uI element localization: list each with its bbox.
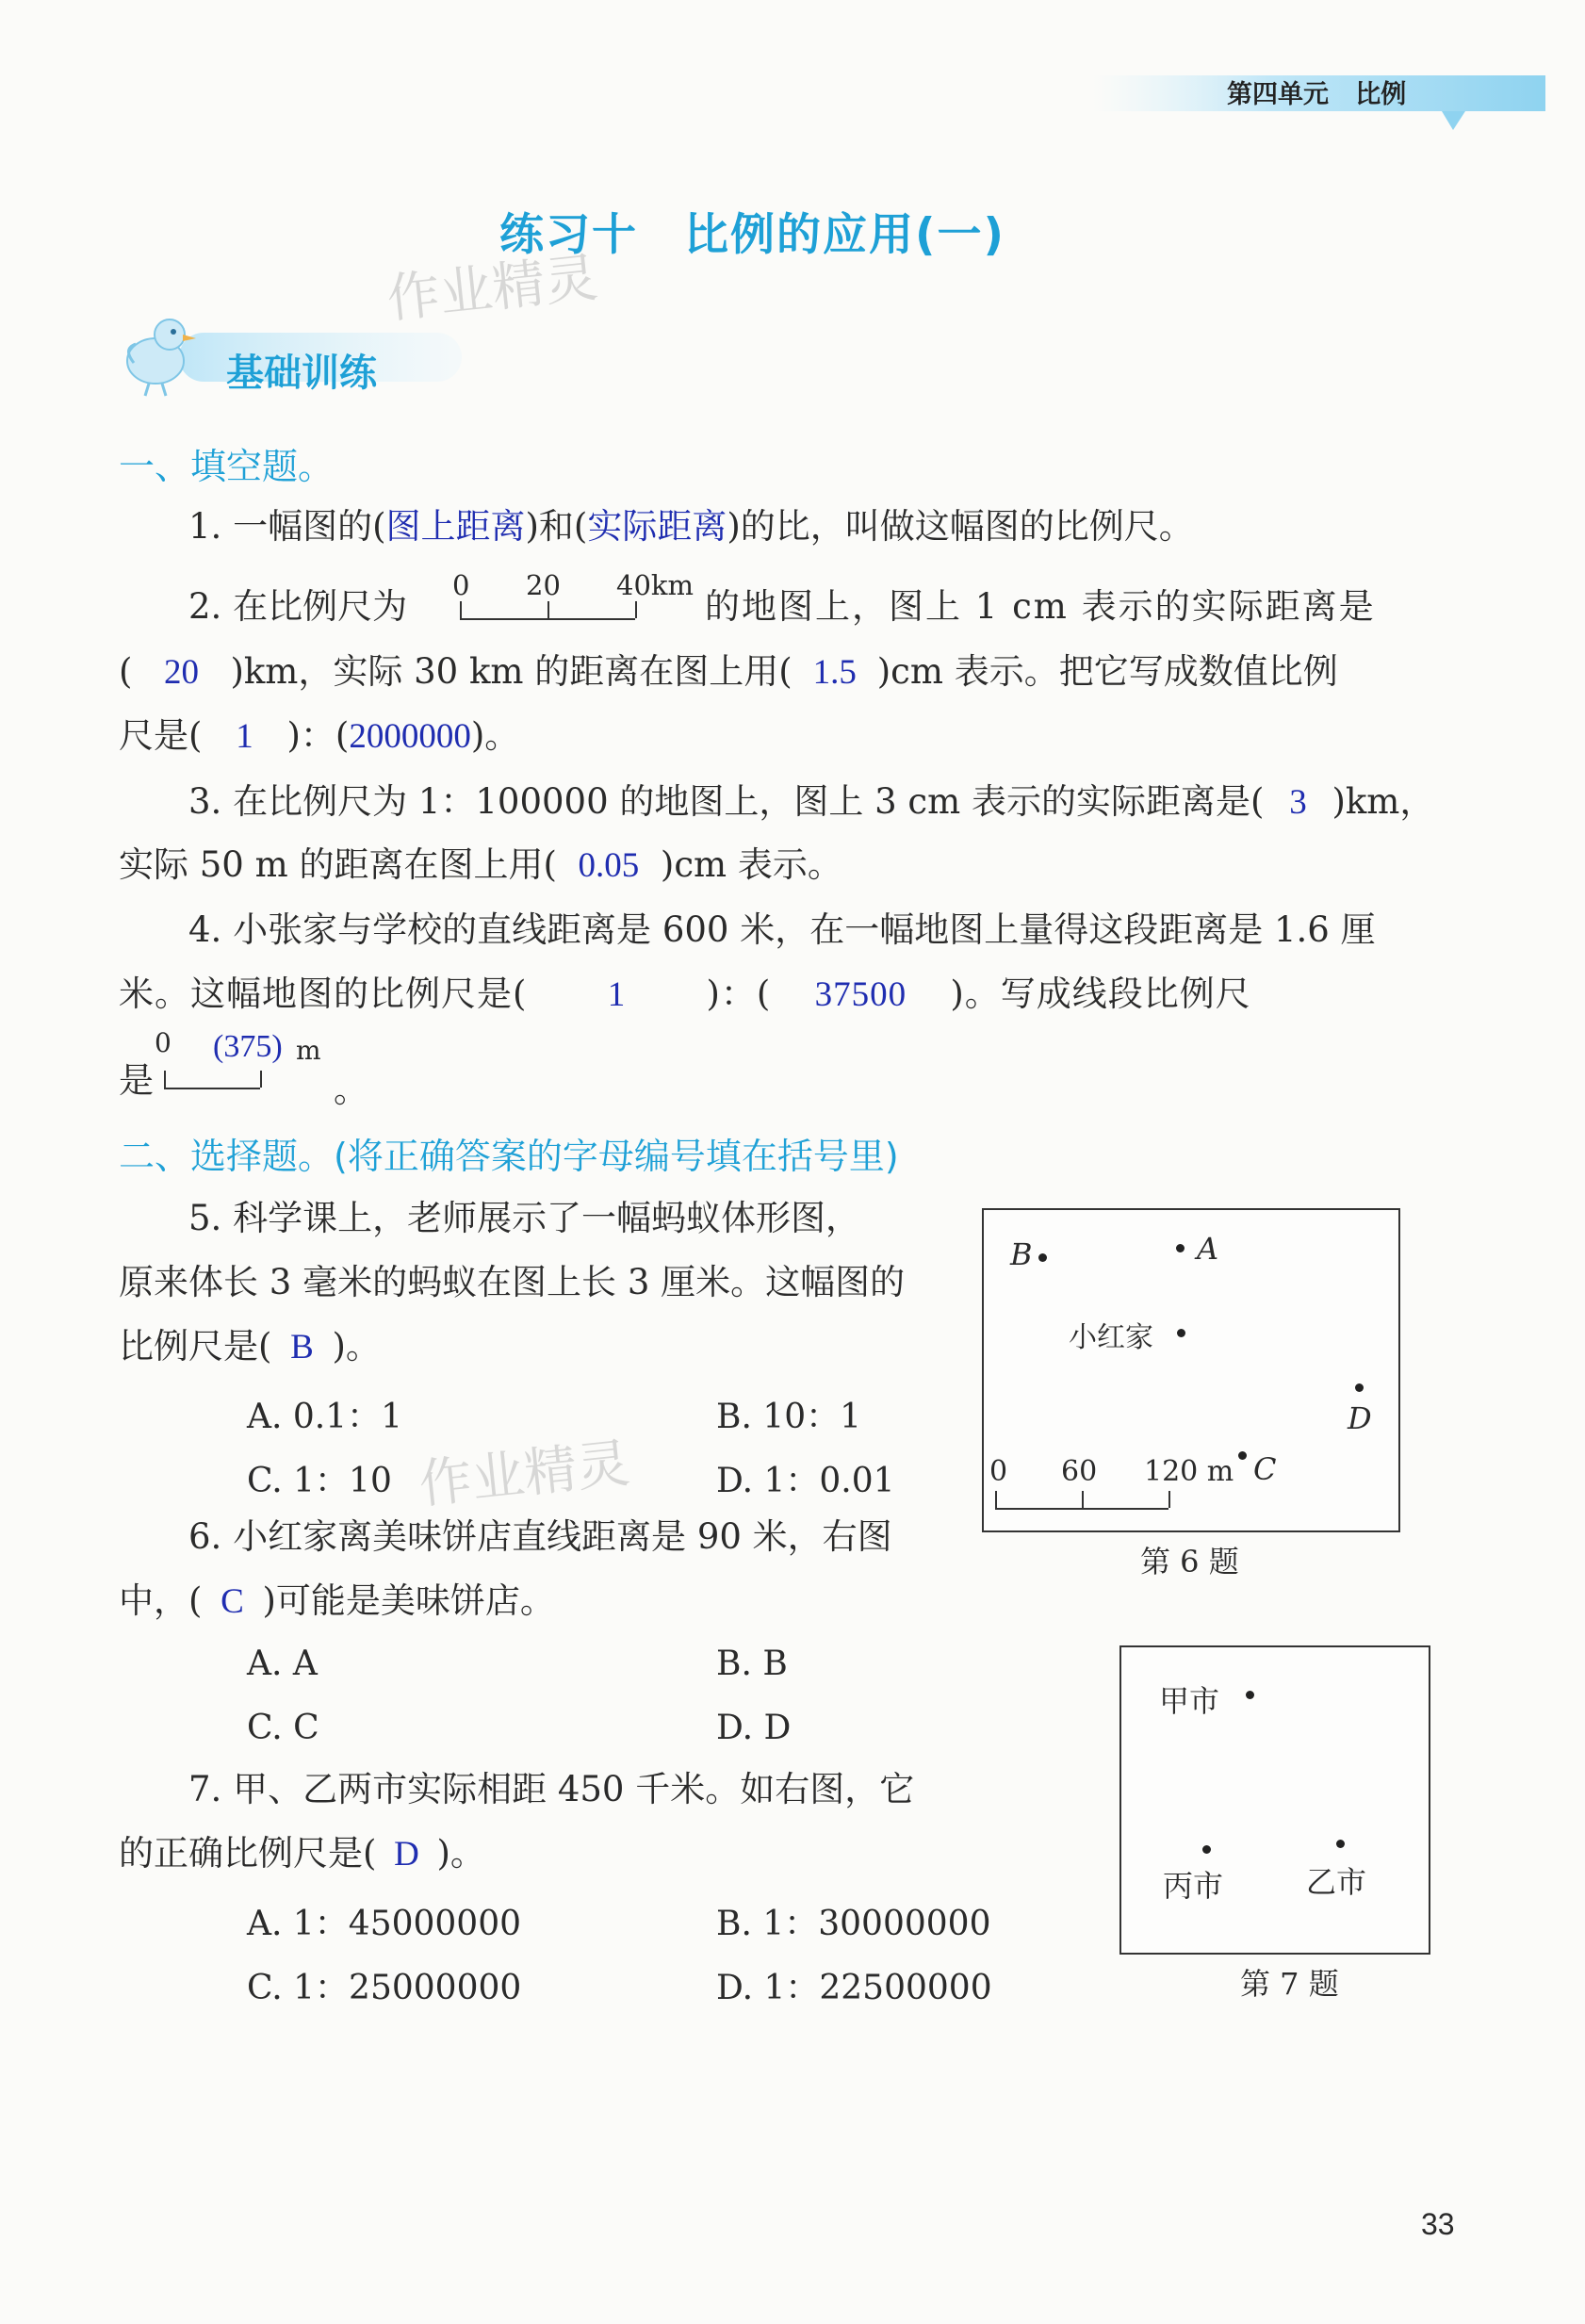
q5-option-b: B. 10：1 — [716, 1398, 862, 1436]
q6-figure: B A 小红家 D C 0 60 120 m — [982, 1208, 1400, 1532]
question-2-line-1b: 的地图上，图上 1 cm 表示的实际距离是 — [705, 586, 1376, 627]
q7-option-a: A. 1：45000000 — [247, 1905, 522, 1943]
question-4-line-1: 4. 小张家与学校的直线距离是 600 米，在一幅地图上量得这段距离是 1.6 厘 — [188, 909, 1376, 950]
page-title: 练习十 比例的应用(一) — [499, 209, 1005, 261]
watermark-2: 作业精灵 — [416, 1432, 633, 1516]
q7-option-d: D. 1：22500000 — [716, 1969, 992, 2007]
question-6-line-1: 6. 小红家离美味饼店直线距离是 90 米，右图 — [188, 1516, 892, 1557]
city-bing-dot — [1202, 1845, 1211, 1854]
q6-option-b: B. B — [716, 1645, 788, 1683]
q7-option-c: C. 1：25000000 — [247, 1969, 522, 2007]
section-choice-title: 二、选择题。(将正确答案的字母编号填在括号里) — [119, 1136, 899, 1177]
question-3-line-2: 实际 50 m 的距离在图上用( 0.05 )cm 表示。 — [119, 844, 842, 885]
q5-option-a: A. 0.1：1 — [247, 1398, 403, 1436]
question-5-line-3: 比例尺是( B )。 — [119, 1326, 381, 1367]
point-d-dot — [1355, 1383, 1364, 1392]
question-1: 1. 一幅图的(图上距离)和(实际距离)的比，叫做这幅图的比例尺。 — [188, 506, 1194, 547]
point-c-dot — [1238, 1451, 1247, 1460]
watermark: 作业精灵 — [384, 247, 601, 331]
q7-option-b: B. 1：30000000 — [716, 1905, 991, 1943]
question-4-line-3: 是 — [119, 1060, 154, 1101]
line-scale-q4: 0 (375) m — [155, 1027, 390, 1103]
question-4-line-2: 米。这幅地图的比例尺是( 1 )：( 37500 )。写成线段比例尺 — [119, 974, 1251, 1014]
q7-figure: 甲市 丙市 乙市 — [1119, 1645, 1430, 1955]
city-jia-dot — [1246, 1691, 1254, 1699]
question-5-line-2: 原来体长 3 毫米的蚂蚁在图上长 3 厘米。这幅图的 — [119, 1262, 906, 1302]
page-number: 33 — [1421, 2207, 1455, 2241]
q7-caption: 第 7 题 — [1240, 1966, 1339, 2002]
section-fill-title: 一、填空题。 — [119, 446, 335, 487]
line-scale-q2: 0 20 40km — [450, 569, 695, 635]
city-yi-dot — [1336, 1840, 1345, 1848]
question-2-line-1: 2. 在比例尺为 — [188, 586, 408, 627]
question-2-line-3: 尺是( 1 )：(2000000)。 — [119, 715, 520, 756]
header-unit: 第四单元 比例 — [1227, 80, 1407, 109]
question-7-line-1: 7. 甲、乙两市实际相距 450 千米。如右图，它 — [188, 1769, 915, 1809]
q6-option-d: D. D — [716, 1709, 792, 1747]
q5-option-c: C. 1：10 — [247, 1462, 392, 1500]
point-a-dot — [1176, 1244, 1185, 1252]
point-b-dot — [1038, 1253, 1047, 1262]
question-2-line-2: ( 20 )km，实际 30 km 的距离在图上用( 1.5 )cm 表示。把它写成数值比例 — [119, 651, 1338, 692]
q6-option-c: C. C — [247, 1709, 319, 1747]
q6-caption: 第 6 题 — [1140, 1544, 1239, 1579]
q6-option-a: A. A — [247, 1645, 318, 1683]
section-badge: 基础训练 — [226, 352, 377, 395]
question-3-line-1: 3. 在比例尺为 1：100000 的地图上，图上 3 cm 表示的实际距离是( 3 )km， — [188, 781, 1435, 822]
question-4-end: 。 — [334, 1070, 368, 1110]
question-5-line-1: 5. 科学课上，老师展示了一幅蚂蚁体形图， — [188, 1198, 861, 1238]
question-6-line-2: 中，( C )可能是美味饼店。 — [119, 1580, 555, 1621]
q5-option-d: D. 1：0.01 — [716, 1462, 895, 1500]
question-7-line-2: 的正确比例尺是( D )。 — [119, 1833, 485, 1874]
xiaohong-home-dot — [1177, 1329, 1185, 1337]
